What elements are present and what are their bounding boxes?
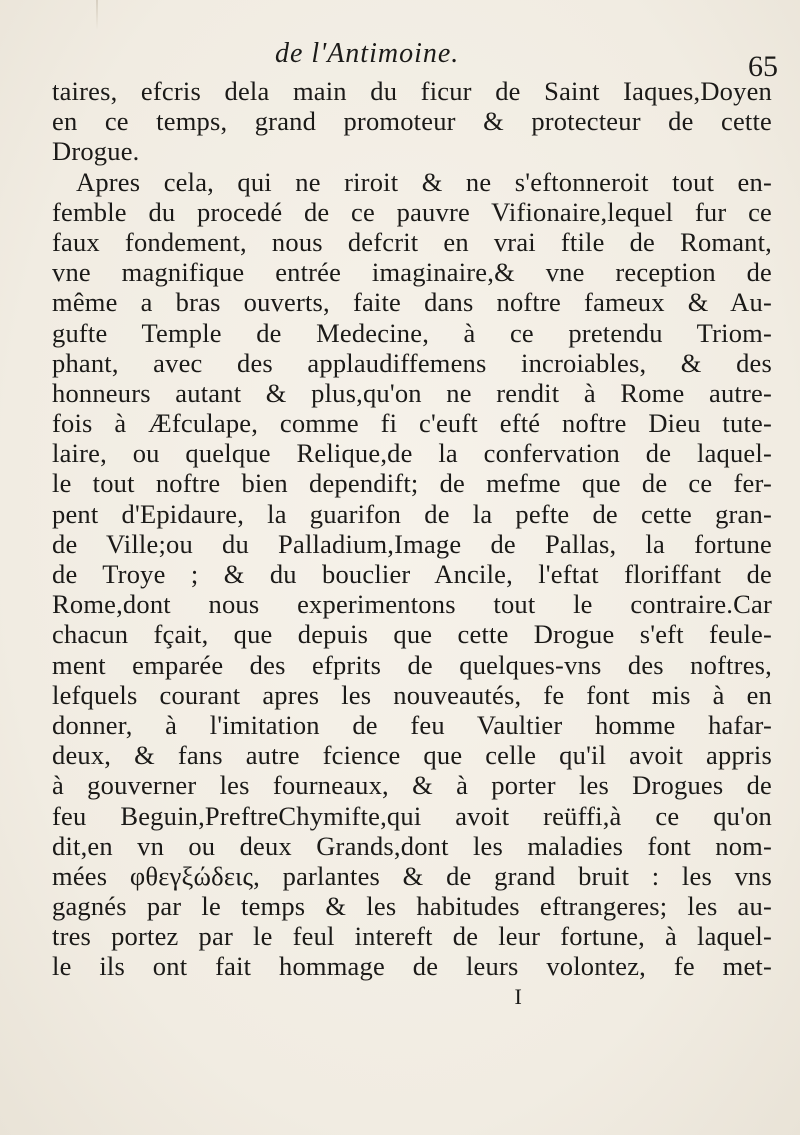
text-line: vne magnifique entrée imaginaire,& vne reception de [52,257,772,288]
text-line: de Ville;ou du Palladium,Image de Pallas, la fortune [52,528,772,559]
running-head: de l'Antimoine. [275,38,460,69]
text-line: Drogue. [52,136,140,167]
body-text [52,76,772,1012]
text-line: ment emparée des efprits de quelques-vns des noftres, [52,649,772,680]
text-line: laire, ou quelque Relique,de la confervation de laquel- [52,438,772,469]
text-line: de Troye ; & du bouclier Ancile, l'eftat floriffant de [52,559,772,589]
text-line: dit,en vn ou deux Grands,dont les maladies font nom- [52,830,772,861]
text-line: phant, avec des applaudiffemens incroiables, & des [52,347,772,378]
text-line: gagnés par le temps & les habitudes eftrangeres; les au- [52,891,772,922]
text-line: deux, & fans autre fcience que celle qu'il avoit appris [52,740,772,771]
text-line: donner, à l'imitation de feu Vaultier homme hafar- [52,709,772,740]
text-line: taires, efcris dela main du ficur de Saint Iaques,Doyen [52,76,772,106]
page-header [0,32,800,83]
text-line: à gouverner les fourneaux, & à porter les Drogues de [52,770,772,801]
text-line: fois à Æfculape, comme fi c'euft efté noftre Dieu tute- [52,408,772,439]
text-line: mées φθεγξώδεις, parlantes & de grand bruit : les vns [52,860,772,891]
text-line: le tout noftre bien dependift; de mefme que de ce fer- [52,468,772,499]
text-line: lefquels courant apres les nouveautés, fe font mis à en [52,679,772,710]
text-line: le ils ont fait hommage de leurs volontez, fe met- [52,951,772,982]
text-line: Rome,dont nous experimentons tout le contraire.Car [52,589,772,620]
text-line: faux fondement, nous defcrit en vrai ftile de Romant, [52,226,772,257]
text-line: gufte Temple de Medecine, à ce pretendu Triom- [52,317,772,348]
page-number: 65 [748,50,778,83]
text-line: chacun fçait, que depuis que cette Drogue s'eft feule- [52,619,772,650]
text-line: Apres cela, qui ne riroit & ne s'eftonneroit tout en- [76,166,772,197]
text-line: même a bras ouverts, faite dans noftre fameux & Au- [52,287,772,318]
page-crease [96,0,98,30]
text-line: feu Beguin,PreftreChymifte,qui avoit reüffi,à ce qu'on [52,800,772,831]
text-line: pent d'Epidaure, la guarifon de la pefte de cette gran- [52,498,772,529]
catchword: I [514,983,522,1009]
text-line: honneurs autant & plus,qu'on ne rendit à Rome autre- [52,377,772,408]
text-line: en ce temps, grand promoteur & protecteur de cette [52,106,772,137]
text-line: tres portez par le feul intereft de leur fortune, à laquel- [52,921,772,952]
text-line: femble du procedé de ce pauvre Vifionaire,lequel fur ce [52,196,772,227]
